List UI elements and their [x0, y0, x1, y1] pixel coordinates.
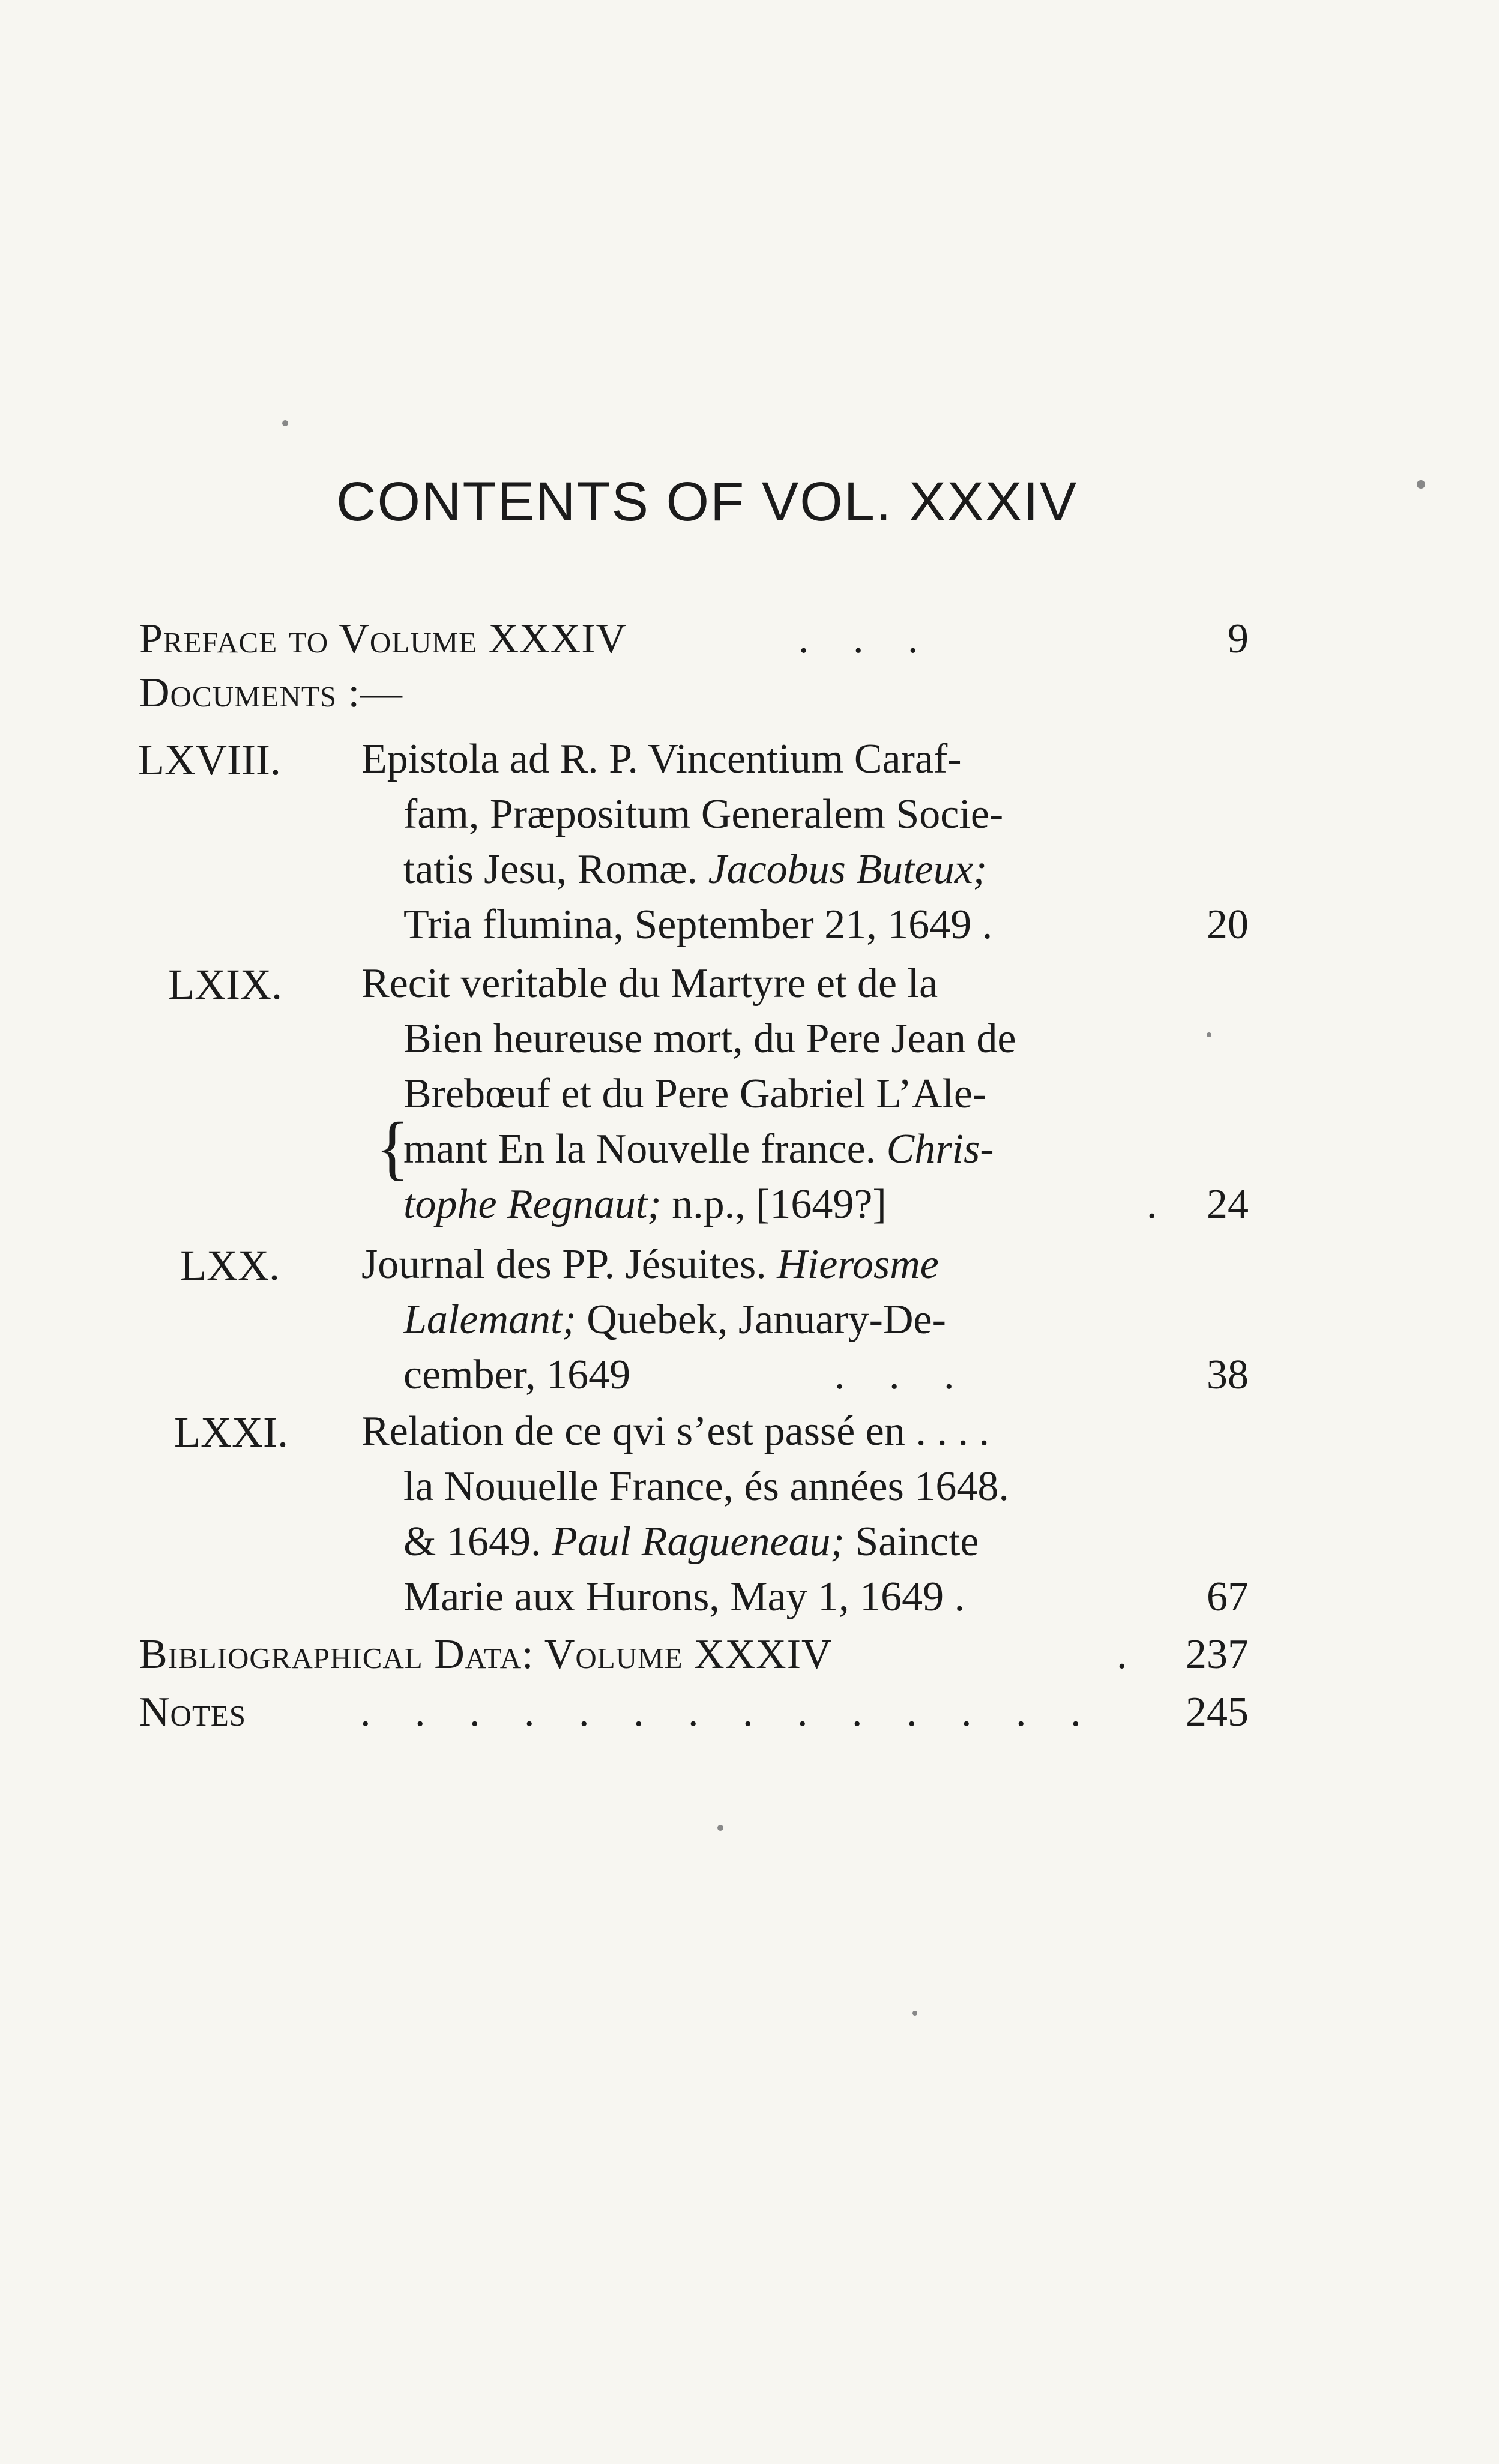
- document-page-number: 67: [1207, 1574, 1249, 1620]
- document-text-line: Brebœuf et du Pere Gabriel L’Ale-: [403, 1071, 987, 1117]
- print-speck: [1417, 480, 1425, 489]
- document-page-number: 20: [1207, 902, 1249, 948]
- print-speck: [717, 1825, 723, 1831]
- leader-dots: . . . . . . . . . . . . . .: [360, 1689, 1098, 1735]
- document-text: tatis Jesu, Romæ.: [403, 846, 698, 893]
- document-text-line: Relation de ce qvi s’est passé en . . . .: [361, 1408, 989, 1454]
- preface-label: Preface to Volume XXXIV: [139, 616, 627, 662]
- document-author: Jacobus Buteux;: [708, 846, 988, 893]
- document-author: Paul Ragueneau;: [551, 1519, 845, 1565]
- notes-page-number: 245: [1186, 1689, 1249, 1735]
- document-numeral: LXVIII.: [138, 736, 281, 784]
- document-text: Marie aux Hurons, May 1, 1649: [403, 1574, 944, 1620]
- document-text-line: Bien heureuse mort, du Pere Jean de: [403, 1016, 1016, 1062]
- document-author: Chris-: [886, 1126, 994, 1172]
- leader-dots: . . .: [798, 616, 935, 662]
- documents-heading: Documents :—: [139, 670, 403, 716]
- document-text-line: [361, 1241, 939, 1288]
- document-text-line: [403, 1181, 887, 1227]
- document-text: Journal des PP. Jésuites.: [361, 1241, 767, 1288]
- document-text: & 1649.: [403, 1519, 541, 1565]
- document-text-line: Marie aux Hurons, May 1, 1649 .: [403, 1574, 965, 1620]
- document-text-line: cember, 1649: [403, 1352, 631, 1398]
- print-speck: [912, 2011, 917, 2016]
- document-text-line: la Nouuelle France, és années 1648.: [403, 1463, 1009, 1510]
- document-text-line: [403, 846, 988, 893]
- print-speck: [282, 420, 288, 426]
- bibliographical-page-number: 237: [1186, 1631, 1249, 1678]
- document-text-line: Tria flumina, September 21, 1649 .: [403, 902, 993, 948]
- document-numeral: LXIX.: [168, 960, 282, 1008]
- page-title: CONTENTS OF VOL. XXXIV: [336, 471, 1078, 532]
- document-text-line: [403, 1299, 946, 1341]
- leader-dots: .: [1117, 1631, 1144, 1678]
- document-text-line: [403, 1128, 994, 1170]
- document-author: tophe Regnaut;: [403, 1181, 662, 1227]
- notes-label: Notes: [139, 1689, 247, 1735]
- document-text: mant En la Nouvelle france.: [403, 1126, 876, 1172]
- document-author: Hierosme: [777, 1241, 939, 1288]
- document-numeral: LXX.: [180, 1241, 280, 1289]
- leader-dots: .: [1147, 1181, 1174, 1227]
- brace-mark: {: [375, 1107, 410, 1187]
- document-page-number: 24: [1207, 1181, 1249, 1227]
- document-text: Tria flumina, September 21, 1649: [403, 902, 972, 948]
- document-text-line: [403, 1521, 979, 1563]
- document-page-number: 38: [1207, 1352, 1249, 1398]
- leader-dots: . . .: [834, 1352, 971, 1398]
- document-author: Lalemant;: [403, 1297, 576, 1343]
- preface-page-number: 9: [1228, 616, 1249, 662]
- document-numeral: LXXI.: [174, 1408, 288, 1456]
- bibliographical-label: Bibliographical Data: Volume XXXIV: [139, 1631, 833, 1678]
- document-text: Quebek, January-De-: [587, 1297, 946, 1343]
- print-speck: [1207, 1032, 1211, 1037]
- document-text: Saincte: [855, 1519, 979, 1565]
- document-text: n.p., [1649?]: [672, 1181, 887, 1227]
- document-text-line: Recit veritable du Martyre et de la: [361, 960, 938, 1007]
- document-text-line: Epistola ad R. P. Vincentium Caraf-: [361, 736, 962, 782]
- document-text-line: fam, Præpositum Generalem Socie-: [403, 791, 1004, 837]
